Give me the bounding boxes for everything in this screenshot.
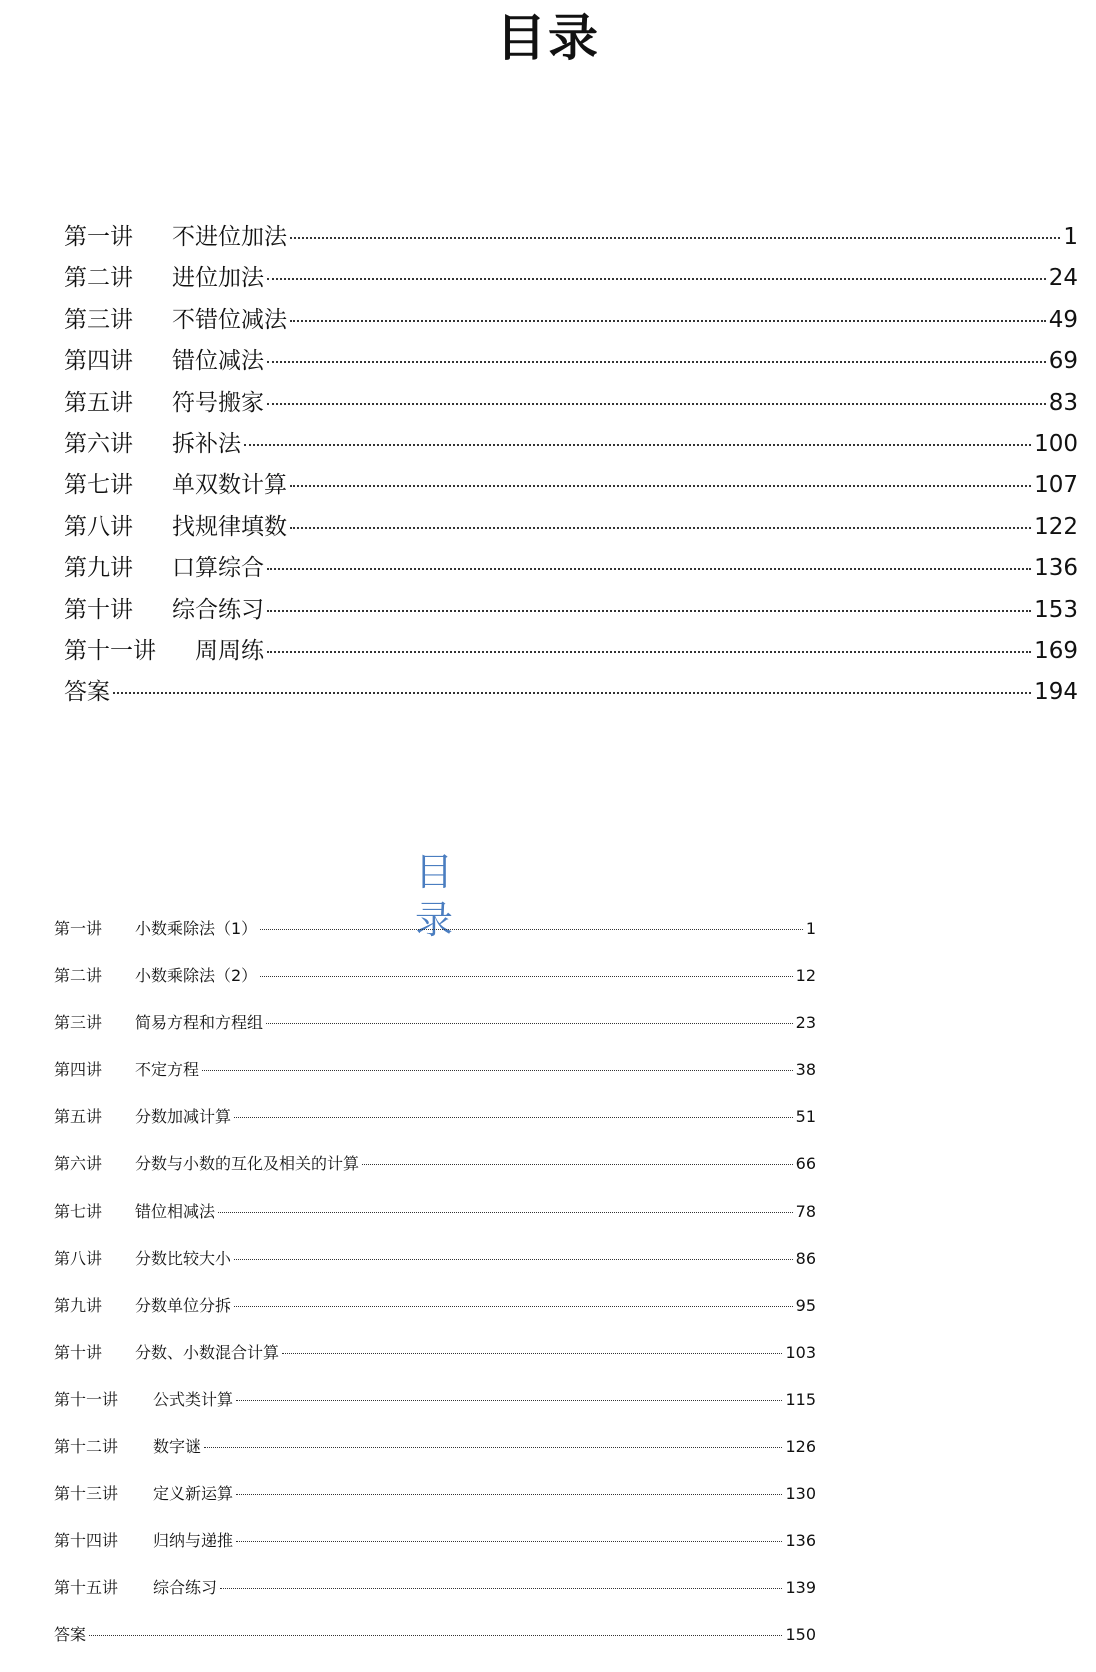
lecture-title: 不错位减法 [172,306,287,333]
toc2-entry[interactable] [54,1248,816,1295]
lecture-title: 归纳与递推 [153,1531,234,1551]
lecture-number: 第三讲 [54,1013,103,1033]
lecture-number: 第二讲 [64,265,133,292]
page-number: 150 [785,1625,816,1645]
lecture-number: 第十五讲 [54,1578,119,1598]
page-number: 153 [1034,596,1078,623]
toc2-entry[interactable] [54,1342,816,1389]
lecture-number: 第三讲 [64,306,133,333]
page-number: 169 [1034,637,1078,664]
page-number: 51 [795,1107,816,1127]
page-number: 86 [795,1248,816,1268]
dot-leader [267,403,1046,405]
dot-leader [290,485,1031,487]
dot-leader [204,1447,782,1448]
page-number: 107 [1034,472,1078,499]
lecture-title: 分数加减计算 [135,1107,232,1127]
lecture-title: 公式类计算 [153,1389,234,1409]
toc1-list [64,222,1078,719]
lecture-title: 周周练 [195,637,264,664]
dot-leader [236,1400,782,1401]
toc1-entry-answers[interactable] [64,677,1078,718]
dot-leader [236,1541,782,1542]
lecture-title: 数字谜 [153,1437,202,1457]
dot-leader [234,1306,793,1307]
dot-leader [260,976,792,977]
lecture-title: 单双数计算 [172,472,287,499]
lecture-title: 简易方程和方程组 [135,1013,264,1033]
page-number: 130 [785,1484,816,1504]
lecture-number: 第五讲 [54,1107,103,1127]
lecture-title: 分数单位分拆 [135,1295,232,1315]
page-number: 194 [1034,679,1078,706]
dot-leader [113,692,1031,694]
page-number: 69 [1048,348,1078,375]
toc1-entry[interactable] [64,470,1078,511]
toc2-list [54,918,816,1672]
lecture-number: 第九讲 [64,555,133,582]
dot-leader [282,1353,782,1354]
lecture-title: 分数比较大小 [135,1248,232,1268]
dot-leader [89,1635,782,1636]
toc1-title: 目录 [496,9,600,67]
lecture-title: 不进位加法 [172,224,287,250]
page-number: 136 [1034,555,1078,582]
lecture-number: 第十一讲 [54,1389,119,1409]
dot-leader [267,361,1046,363]
toc1-entry[interactable] [64,263,1078,304]
lecture-number: 第八讲 [54,1248,103,1268]
dot-leader [218,1212,793,1213]
lecture-title: 错位相减法 [135,1201,216,1221]
lecture-title: 答案 [54,1625,87,1645]
toc2-entry[interactable] [54,1530,816,1577]
page-number: 103 [785,1342,816,1362]
lecture-title: 综合练习 [172,596,264,623]
toc2-entry-answers[interactable] [54,1624,816,1671]
toc2-entry[interactable] [54,1436,816,1483]
dot-leader [267,568,1031,570]
page-number: 38 [795,1060,816,1080]
toc2-entry[interactable] [54,1201,816,1248]
toc2-entry[interactable] [54,1106,816,1153]
lecture-number: 第十讲 [54,1342,103,1362]
lecture-number: 第一讲 [64,224,133,250]
dot-leader [244,444,1031,446]
toc2-entry[interactable] [54,1295,816,1342]
page-number: 12 [795,966,816,986]
page-number: 1 [1063,224,1078,250]
toc2-entry[interactable] [54,1059,816,1106]
lecture-number: 第十讲 [64,596,133,623]
dot-leader [362,1164,793,1165]
lecture-number: 第五讲 [64,389,133,416]
lecture-number: 第十三讲 [54,1484,119,1504]
lecture-number: 第四讲 [54,1060,103,1080]
lecture-number: 第十二讲 [54,1437,119,1457]
page-number: 115 [785,1389,816,1409]
lecture-title: 找规律填数 [172,513,287,540]
lecture-title: 分数、小数混合计算 [135,1342,280,1362]
lecture-number: 第七讲 [54,1201,103,1221]
toc2-entry[interactable] [54,965,816,1012]
dot-leader [267,278,1046,280]
lecture-number: 第九讲 [54,1295,103,1315]
lecture-number: 第一讲 [54,919,103,938]
page-number: 1 [805,919,816,938]
dot-leader [220,1588,782,1589]
dot-leader [260,929,803,930]
page-number: 78 [795,1201,816,1221]
page-number: 23 [795,1013,816,1033]
page-number: 24 [1048,265,1078,292]
page-number: 100 [1034,430,1078,457]
dot-leader [267,610,1031,612]
lecture-title: 进位加法 [172,265,264,292]
toc1-entry[interactable] [64,388,1078,429]
dot-leader [234,1259,793,1260]
lecture-title: 小数乘除法（1） [135,919,258,938]
lecture-title: 分数与小数的互化及相关的计算 [135,1154,360,1174]
dot-leader [290,237,1060,239]
toc2-entry[interactable] [54,918,816,965]
lecture-number: 第十四讲 [54,1531,119,1551]
lecture-title: 定义新运算 [153,1484,234,1504]
lecture-number: 第七讲 [64,472,133,499]
dot-leader [236,1494,782,1495]
lecture-title: 不定方程 [135,1060,200,1080]
lecture-title: 小数乘除法（2） [135,966,258,986]
toc2-entry[interactable] [54,1483,816,1530]
lecture-title: 口算综合 [172,555,264,582]
lecture-title: 错位减法 [172,348,264,375]
dot-leader [267,651,1031,653]
toc2-entry[interactable] [54,1153,816,1200]
lecture-number: 第二讲 [54,966,103,986]
lecture-number: 第八讲 [64,513,133,540]
toc1-entry[interactable] [64,636,1078,677]
lecture-title: 答案 [64,679,110,706]
lecture-title: 拆补法 [172,430,241,457]
page-number: 139 [785,1578,816,1598]
dot-leader [266,1023,793,1024]
lecture-number: 第四讲 [64,348,133,375]
toc1-entry[interactable] [64,346,1078,387]
page-number: 136 [785,1531,816,1551]
dot-leader [290,527,1031,529]
toc1-entry[interactable] [64,222,1078,263]
page-number: 126 [785,1437,816,1457]
toc2-entry[interactable] [54,1012,816,1059]
toc1-entry[interactable] [64,595,1078,636]
toc1-entry[interactable] [64,512,1078,553]
toc1-entry[interactable] [64,553,1078,594]
page-number: 95 [795,1295,816,1315]
toc1-entry[interactable] [64,305,1078,346]
toc2-entry[interactable] [54,1577,816,1624]
page-number: 49 [1048,306,1078,333]
lecture-title: 综合练习 [153,1578,218,1598]
lecture-number: 第十一讲 [64,637,156,664]
dot-leader [234,1117,793,1118]
page-number: 83 [1048,389,1078,416]
toc2-entry[interactable] [54,1389,816,1436]
lecture-number: 第六讲 [54,1154,103,1174]
lecture-title: 符号搬家 [172,389,264,416]
toc2-title: 目录 [414,850,453,942]
dot-leader [290,320,1046,322]
page-number: 122 [1034,513,1078,540]
toc1-entry[interactable] [64,429,1078,470]
lecture-number: 第六讲 [64,430,133,457]
dot-leader [202,1070,793,1071]
page-number: 66 [795,1154,816,1174]
